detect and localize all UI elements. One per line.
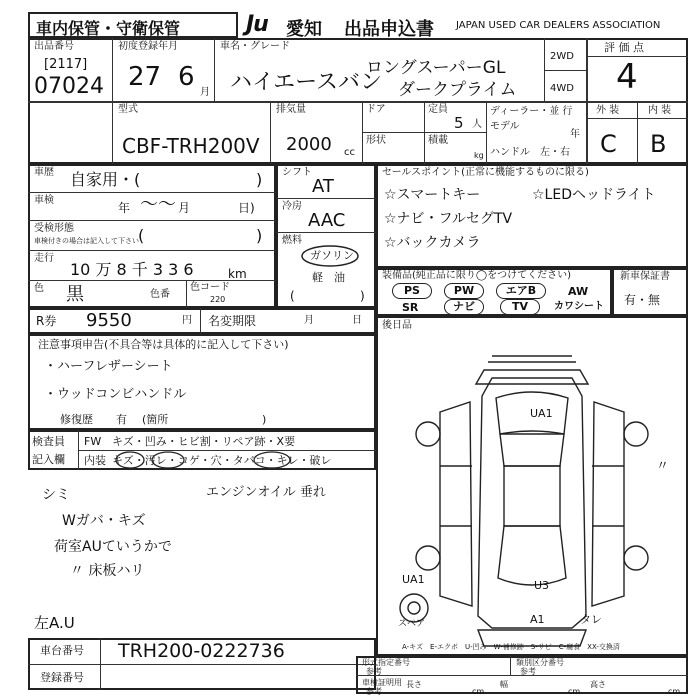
form-title: 出品申込書 — [344, 19, 434, 40]
color-code: 220 — [210, 295, 226, 304]
lot-number: 07024 — [34, 74, 104, 99]
first-registration-label: 初度登録年月 — [118, 41, 178, 52]
damage-mark-left: UA1 — [402, 573, 425, 586]
registration-year: 27 — [128, 62, 162, 92]
handle-label: ハンドル — [490, 147, 530, 158]
month-unit: 月 — [200, 87, 210, 98]
remark-floor: 〃 床板ハリ — [70, 563, 145, 579]
equipment-title: 装備品(純正品に限り◯をつけてください) — [382, 270, 571, 281]
fuel-gasoline: ガソリン — [310, 249, 354, 262]
yen-unit: 円 — [182, 315, 192, 326]
model-label: 型式 — [118, 104, 138, 115]
interior-defect-marks — [112, 450, 372, 470]
interior-grade: B — [650, 130, 667, 158]
class-ref-label: 参考 — [520, 667, 536, 676]
inspector-label-1: 検査員 — [32, 435, 65, 448]
remark-left-au: 左A.U — [34, 614, 75, 632]
fuel-other-close: ) — [360, 289, 365, 303]
color-number-label: 色番 — [150, 289, 170, 300]
history-label: 車歴 — [34, 167, 54, 178]
displacement-label: 排気量 — [276, 104, 306, 115]
equip-airbag: エアB — [496, 283, 546, 299]
transfer-deadline-label: 名変期限 — [208, 314, 257, 328]
remark-cargo: 荷室AUていうかで — [54, 539, 172, 555]
exterior-grade: C — [600, 130, 617, 158]
model-year-unit: 年 — [570, 129, 580, 140]
fuel-diesel: 軽 油 — [312, 271, 345, 284]
shift-value: AT — [312, 176, 334, 197]
remark-engine-oil: エンジンオイル 垂れ — [206, 485, 326, 500]
capacity-unit: 人 — [472, 119, 482, 130]
inspector-label-2: 記入欄 — [32, 453, 65, 466]
grade-line-2: ダークプライム — [398, 80, 517, 100]
registration-number-label: 登録番号 — [40, 671, 84, 684]
selling-point-navi: ☆ナビ・フルセグTV — [384, 211, 513, 227]
remark-stain: シミ — [42, 487, 70, 503]
model-code: CBF-TRH200V — [122, 134, 260, 158]
color-label: 色 — [34, 283, 44, 294]
storage-tag: 車内保管・守衛保管 — [36, 19, 181, 38]
chassis-number: TRH200-0222736 — [118, 640, 285, 662]
interior-label: 内 装 — [648, 105, 672, 116]
fw-label: FW — [84, 435, 102, 448]
capacity: 5 — [454, 114, 464, 132]
color-code-label: 色コード — [190, 282, 230, 293]
width-label: 幅 — [500, 680, 508, 689]
damage-mark-bumper: A1 — [530, 613, 545, 626]
damage-legend: A-キズ E-エクボ U-凹み W-補修跡 S-サビ C-腐食 XX-交換済 — [402, 643, 620, 651]
transfer-day-unit: 日 — [352, 315, 362, 326]
equip-tv: TV — [500, 299, 540, 315]
class-number-label: 類別区分番号 — [516, 658, 564, 667]
receive-type-sub: 車検付きの場合は記入して下さい — [34, 237, 139, 245]
inspection-scribble: 〜〜 — [140, 194, 176, 215]
load-label: 積載 — [428, 135, 448, 146]
shape-label: 形状 — [366, 135, 386, 146]
mileage-label: 走行 — [34, 253, 54, 264]
selling-point-smart-key: ☆スマートキー — [384, 187, 481, 203]
repair-history-label: 修復歴 — [60, 413, 93, 426]
equip-ps: PS — [392, 283, 432, 299]
interior-defects: キズ・汚レ・コゲ・穴・タバコ・キレ・破レ — [112, 454, 332, 467]
inspection-month-unit: 月 — [178, 201, 191, 215]
recycle-fee: 9550 — [86, 310, 132, 331]
model-year-label: モデル — [490, 121, 520, 132]
height-label: 高さ — [590, 680, 606, 689]
repair-history-value: 有 — [116, 413, 127, 426]
kg-unit: kg — [474, 151, 484, 160]
ju-logo: Ju — [246, 12, 268, 37]
equip-aw: AW — [568, 285, 589, 298]
receive-type-label: 受検形態 — [34, 223, 74, 234]
fuel-label: 燃料 — [282, 235, 302, 246]
history-value: 自家用・( — [70, 170, 141, 189]
inspection-label: 車検 — [34, 195, 54, 206]
selling-points-title: セールスポイント(正常に機能するものに限る) — [382, 167, 589, 178]
note-wood-handle: ・ウッドコンビハンドル — [44, 387, 187, 402]
door-label: ドア — [366, 104, 386, 115]
inspection-day-unit: 日) — [238, 201, 255, 215]
damage-mark-right: 〃 — [656, 459, 670, 474]
cert-label: 車検証明用 — [362, 678, 402, 687]
handle-options: 左・右 — [540, 147, 570, 158]
body-color: 黒 — [66, 284, 84, 305]
ac-label: 冷房 — [282, 201, 302, 212]
association-name: JAPAN USED CAR DEALERS ASSOCIATION — [456, 20, 661, 31]
ac-value: AAC — [308, 210, 346, 231]
repair-place: (箇所 — [142, 413, 169, 426]
note-half-leather: ・ハーフレザーシート — [44, 359, 173, 374]
remark-w-wear: Wガバ・キズ — [62, 513, 146, 529]
history-close: ) — [256, 170, 263, 189]
drive-4wd: 4WD — [550, 83, 574, 94]
transfer-month-unit: 月 — [304, 315, 314, 326]
lot-number-label: 出品番号 — [34, 41, 74, 52]
length-unit: cm — [472, 687, 485, 696]
capacity-label: 定員 — [428, 104, 448, 115]
form-ref-label: 参考 — [366, 667, 382, 676]
damage-mark-rear: U3 — [534, 579, 550, 592]
equip-pw: PW — [444, 283, 484, 299]
exterior-defects: キズ・凹み・ヒビ割・リペア跡・X要 — [112, 435, 296, 448]
equip-leather: カワシート — [554, 301, 604, 312]
displacement: 2000 — [286, 134, 332, 155]
registration-month: 6 — [178, 62, 195, 92]
score-label: 評 価 点 — [604, 41, 644, 54]
org-name: 愛知 — [286, 19, 322, 40]
later-items-label: 後日品 — [382, 320, 412, 331]
grade-line-1: ロングスーパーGL — [366, 58, 506, 78]
damage-mark-front: UA1 — [530, 407, 553, 420]
form-number-label: 形式指定番号 — [362, 658, 410, 667]
dealer-label: ディーラー・並 行 — [490, 106, 573, 117]
receive-type-value: ( — [138, 226, 145, 245]
cert-ref-label: 参考 — [366, 687, 382, 696]
spare-tire-label: スペア — [398, 619, 426, 629]
warranty-value: 有・無 — [624, 293, 661, 307]
fuel-other-open: ( — [290, 289, 295, 303]
exterior-label: 外 装 — [596, 105, 620, 116]
notes-title: 注意事項申告(不具合等は具体的に記入して下さい) — [38, 338, 289, 351]
recycle-label: R券 — [36, 314, 57, 328]
selling-point-camera: ☆バックカメラ — [384, 235, 481, 251]
shift-label: シフト — [282, 167, 312, 178]
length-label: 長さ — [406, 680, 422, 689]
inspection-year-unit: 年 — [118, 201, 131, 215]
width-unit: cm — [568, 687, 581, 696]
car-diagram — [376, 316, 688, 656]
equip-navi: ナビ — [444, 299, 484, 315]
cc-unit: cc — [344, 147, 355, 158]
height-unit: cm — [668, 687, 681, 696]
km-unit: km — [228, 267, 247, 281]
warranty-title: 新車保証書 — [620, 271, 670, 282]
price-row — [28, 308, 376, 334]
repair-close: ) — [262, 413, 267, 426]
equip-sr: SR — [402, 301, 419, 314]
auction-score: 4 — [616, 57, 638, 97]
mileage: 10 万 8 千 3 3 6 — [70, 260, 194, 279]
interior-label: 内装 — [84, 454, 106, 467]
selling-point-led: ☆LEDヘッドライト — [532, 187, 656, 203]
drive-2wd: 2WD — [550, 51, 574, 62]
chassis-label: 車台番号 — [40, 644, 84, 657]
car-name-label: 車名・グレード — [220, 41, 290, 52]
car-name: ハイエースバン — [230, 70, 383, 95]
damage-mark-sag: タレ — [580, 613, 602, 626]
receive-type-close: ) — [256, 226, 263, 245]
lot-sub-number: [2117] — [44, 57, 88, 72]
